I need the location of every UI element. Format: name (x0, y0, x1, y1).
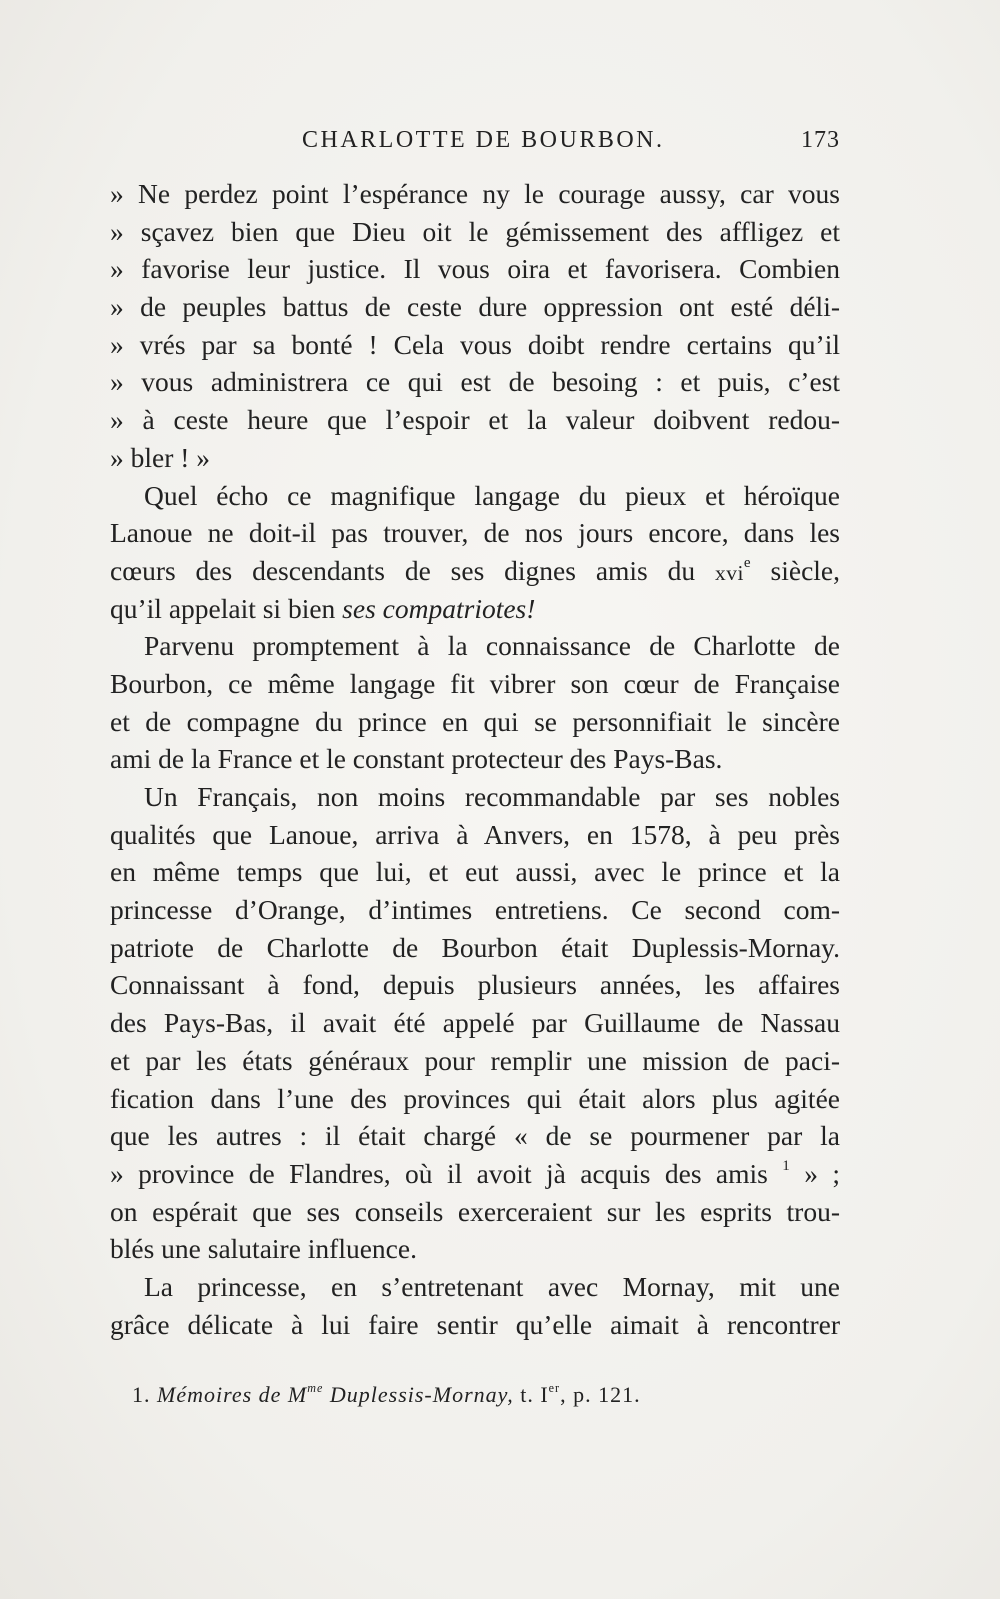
body-text (110, 175, 840, 1343)
century-smallcaps: xvi (715, 560, 744, 585)
century-superscript: e (743, 555, 751, 572)
footnote-title-sup: me (307, 1380, 324, 1395)
text-line (110, 552, 840, 590)
text-line: ami de la France et le constant protecteur des Pays-Bas. (110, 743, 723, 775)
footnote (110, 1382, 840, 1408)
text-line: patriote de Charlotte de Bourbon était Duplessis-Mornay. (110, 931, 840, 963)
text-line (110, 1155, 840, 1193)
text-line: » bler ! » (110, 441, 211, 473)
text-span: cœurs des descendants de ses dignes amis du (110, 554, 716, 586)
text-line: Connaissant à fond, depuis plusieurs années, les affaires (110, 969, 840, 1001)
footnote-title-part: Duplessis-Mornay, (323, 1382, 514, 1407)
text-line: Bourbon, ce même langage fit vibrer son cœur de Française (110, 667, 840, 699)
text-line: » sçavez bien que Dieu oit le gémissement des affligez et (110, 215, 840, 247)
text-span: » ; (789, 1157, 840, 1189)
text-line (110, 590, 840, 628)
text-line: en même temps que lui, et eut aussi, avec le prince et la (110, 856, 840, 888)
text-span: siècle, (750, 554, 840, 586)
text-line: » favorise leur justice. Il vous oira et favorisera. Combien (110, 253, 840, 285)
footnote-ref: 1 (782, 1158, 790, 1175)
footnote-ref-text: t. I (513, 1382, 549, 1407)
text-line: blés une salutaire influence. (110, 1233, 417, 1265)
text-line: des Pays-Bas, il avait été appelé par Guillaume de Nassau (110, 1007, 840, 1039)
text-line: on espérait que ses conseils exerceraient sur les esprits trou- (110, 1195, 840, 1227)
paragraph-start: Quel écho ce magnifique langage du pieux et héroïque (144, 479, 840, 511)
footnote-title (157, 1382, 514, 1407)
text-line: » de peuples battus de ceste dure oppression ont esté déli- (110, 291, 840, 323)
paragraph-start: La princesse, en s’entretenant avec Mornay, mit une (144, 1270, 840, 1302)
text-span: qu’il appelait si bien (110, 592, 343, 624)
text-line: et par les états généraux pour remplir une mission de paci- (110, 1044, 840, 1076)
paragraph-start: Un Français, non moins recommandable par ses nobles (144, 781, 840, 812)
text-line: et de compagne du prince en qui se personnifiait le sincère (110, 705, 840, 737)
paragraph-start: Parvenu promptement à la connaissance de Charlotte de (144, 630, 840, 662)
running-head (110, 127, 840, 161)
text-line: » vrés par sa bonté ! Cela vous doibt rendre certains qu’il (110, 328, 840, 360)
running-title: CHARLOTTE DE BOURBON. (302, 127, 665, 153)
text-line: qualités que Lanoue, arriva à Anvers, en 1578, à peu près (110, 818, 840, 850)
text-line: princesse d’Orange, d’intimes entretiens. Ce second com- (110, 894, 840, 926)
footnote-title-part: Mémoires de M (157, 1382, 308, 1407)
text-span: » province de Flandres, où il avoit jà acquis des amis (110, 1157, 783, 1189)
text-line: » vous administrera ce qui est de besoing : et puis, c’est (110, 366, 840, 398)
text-line: » Ne perdez point l’espérance ny le courage aussy, car vous (110, 178, 840, 209)
italic-phrase: ses compatriotes! (342, 592, 536, 624)
footnote-number: 1. (132, 1382, 151, 1407)
footnote-ref-text: , p. 121. (560, 1382, 641, 1407)
page-number: 173 (801, 127, 840, 153)
text-line: Lanoue ne doit-il pas trouver, de nos jours encore, dans les (110, 517, 840, 549)
text-line: que les autres : il était chargé « de se pourmener par la (110, 1120, 840, 1152)
footnote-sup: er (548, 1380, 561, 1395)
text-line: » à ceste heure que l’espoir et la valeur doibvent redou- (110, 404, 840, 436)
text-line: grâce délicate à lui faire sentir qu’elle aimait à rencontrer (110, 1308, 840, 1340)
text-line: fication dans l’une des provinces qui était alors plus agitée (110, 1082, 840, 1114)
